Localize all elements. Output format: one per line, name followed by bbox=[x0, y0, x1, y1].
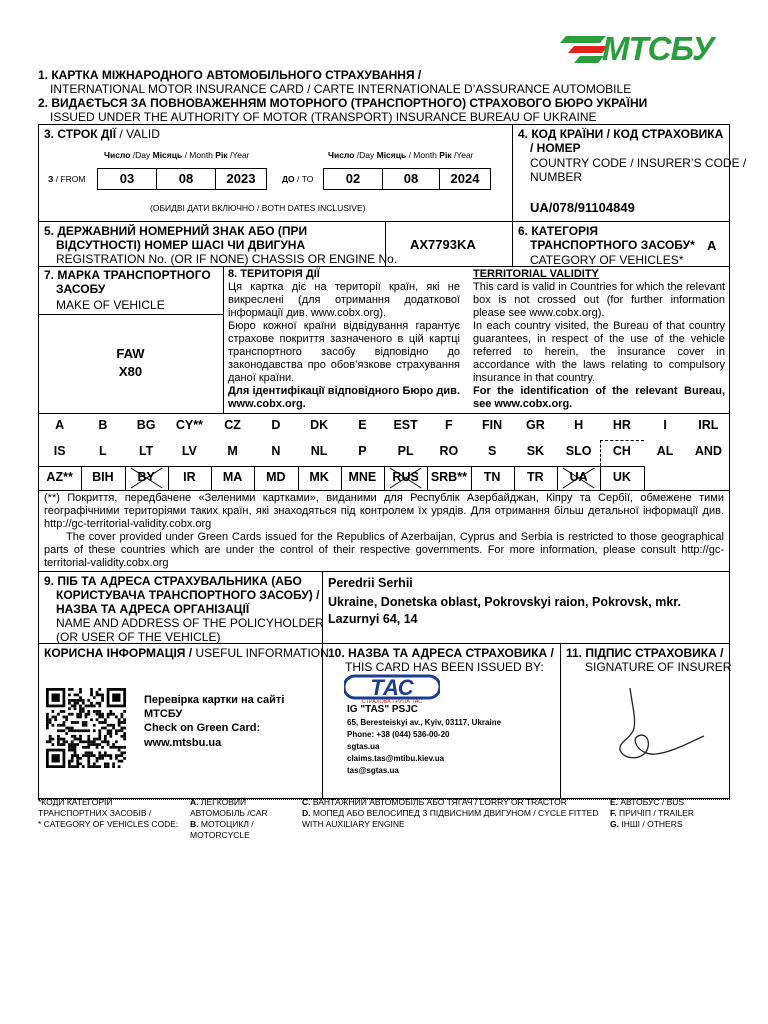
country-cell-mk: MK bbox=[309, 470, 329, 484]
category-sub: CATEGORY OF VEHICLES* bbox=[530, 253, 684, 267]
code-sub2: NUMBER bbox=[530, 170, 583, 184]
registration-title1: 5. ДЕРЖАВНИЙ НОМЕРНИЙ ЗНАК АБО (ПРИ bbox=[44, 224, 308, 238]
country-cell-e: E bbox=[358, 418, 367, 432]
header-line2b: ISSUED UNDER THE AUTHORITY OF MOTOR (TRANSPORT) INSURANCE BUREAU OF UKRAINE bbox=[50, 110, 597, 124]
legend-c1a: *КОДИ КАТЕГОРІЙ bbox=[38, 797, 113, 807]
policyholder-name: Peredrii Serhii bbox=[328, 576, 413, 590]
make-value2: X80 bbox=[118, 364, 143, 379]
make-value1: FAW bbox=[116, 346, 145, 361]
policyholder-sub1: NAME AND ADDRESS OF THE POLICYHOLDER bbox=[56, 616, 324, 630]
country-cell-nl: NL bbox=[310, 444, 328, 458]
country-cell-lv: LV bbox=[181, 444, 197, 458]
qr-code-graphic bbox=[46, 688, 126, 768]
useful-check2: МТСБУ bbox=[144, 708, 183, 720]
from-year: 2023 bbox=[215, 168, 267, 190]
country-cell-p: P bbox=[358, 444, 367, 458]
qr-code bbox=[46, 688, 126, 768]
category-title2: ТРАНСПОРТНОГО ЗАСОБУ* bbox=[530, 238, 695, 252]
tas-logo-sub: СТРАХОВА ГРУПА ТАС bbox=[361, 699, 423, 705]
mtsbu-logo-text: МТСБУ bbox=[602, 30, 714, 67]
country-cell-gr: GR bbox=[526, 418, 545, 432]
country-cell-b: B bbox=[98, 418, 108, 432]
insurer-email2: claims.tas@mtibu.kiev.ua bbox=[347, 754, 445, 763]
country-cell-tr: TR bbox=[527, 470, 544, 484]
legend-f: F. ПРИЧІП / TRAILER bbox=[610, 808, 694, 818]
country-cell-ma: MA bbox=[222, 470, 243, 484]
country-cell-d: D bbox=[271, 418, 281, 432]
code-sub1: COUNTRY CODE / INSURER’S CODE / bbox=[530, 156, 747, 170]
legend-d2: WITH AUXILIARY ENGINE bbox=[302, 819, 405, 829]
policyholder-sub2: (OR USER OF THE VEHICLE) bbox=[56, 630, 221, 644]
to-label: ДО / TO bbox=[282, 174, 314, 184]
country-cell-a: A bbox=[55, 418, 65, 432]
legend-b1: B. МОТОЦИКЛ / bbox=[190, 819, 254, 829]
country-cell-slo: SLO bbox=[565, 444, 592, 458]
from-day: 03 bbox=[97, 168, 157, 190]
insurer-email1: sgtas.ua bbox=[347, 742, 380, 751]
category-title1: 6. КАТЕГОРІЯ bbox=[518, 224, 599, 238]
tas-logo bbox=[344, 674, 440, 708]
insurer-addr: 65, Beresteiskyi av., Kyiv, 03117, Ukraine bbox=[347, 718, 502, 727]
country-cell-uk: UK bbox=[612, 470, 631, 484]
footnote-en: The cover provided under Green Cards issued for the Republics of Azerbaijan, Cyprus and Serbia is restricted to those geographical parts of these countries which are under the control of their respective governments. For more information, please consult http://gc-territorial-validity.cobx.org bbox=[44, 531, 724, 569]
svg-text:ТАС: ТАС bbox=[370, 675, 414, 700]
country-cell-n: N bbox=[271, 444, 281, 458]
code-title1: 4. КОД КРАЇНИ / КОД СТРАХОВИКА bbox=[518, 127, 724, 141]
to-month: 08 bbox=[382, 168, 440, 190]
country-cell-m: M bbox=[227, 444, 238, 458]
header-line1b: INTERNATIONAL MOTOR INSURANCE CARD / CARTE INTERNATIONALE D’ASSURANCE AUTOMOBILE bbox=[50, 82, 632, 96]
from-label: З / FROM bbox=[48, 174, 86, 184]
country-cross-rus bbox=[384, 466, 427, 490]
legend-g: G. ІНШІ / OTHERS bbox=[610, 819, 683, 829]
country-cell-srb: SRB** bbox=[430, 470, 467, 484]
country-cell-az: AZ** bbox=[46, 470, 73, 484]
country-cell-ua: UA bbox=[569, 470, 588, 484]
country-cell-tn: TN bbox=[483, 470, 501, 484]
insurer-email3: tas@sgtas.ua bbox=[347, 766, 399, 775]
country-cell-ro: RO bbox=[439, 444, 459, 458]
territory-en-p1: This card is valid in Countries for which the relevant box is not crossed out (for further information please see www.cobx.org). bbox=[473, 281, 725, 319]
legend-a2: АВТОМОБІЛЬ /CAR bbox=[190, 808, 268, 818]
country-cell-md: MD bbox=[266, 470, 286, 484]
policyholder-title3: НАЗВА ТА АДРЕСА ОРГАНІЗАЦІЇ bbox=[56, 602, 250, 616]
legend-e: E. АВТОБУС / BUS bbox=[610, 797, 685, 807]
territory-title: 8. ТЕРИТОРІЯ ДІЇ bbox=[228, 268, 320, 280]
country-cell-bg: BG bbox=[136, 418, 156, 432]
country-cell-al: AL bbox=[656, 444, 674, 458]
country-cell-h: H bbox=[574, 418, 584, 432]
legend-d1: D. МОПЕД АБО ВЕЛОСИПЕД З ПІДВИСНИМ ДВИГУНОМ / CYCLE FITTED bbox=[302, 808, 599, 818]
validity-to-header: Число /Day Місяць / Month Рік /Year bbox=[328, 150, 474, 160]
header-line2: 2. ВИДАЄТЬСЯ ЗА ПОВНОВАЖЕННЯМ МОТОРНОГО (ТРАНСПОРТНОГО) СТРАХОВОГО БЮРО УКРАЇНИ bbox=[38, 96, 648, 110]
country-cell-rus: RUS bbox=[392, 470, 419, 484]
country-cell-i: I bbox=[663, 418, 667, 432]
territory-en-p3: For the identification of the relevant Bureau, see www.cobx.org. bbox=[473, 385, 725, 410]
inclusive-note: (ОБИДВІ ДАТИ ВКЛЮЧНО / BOTH DATES INCLUSIVE) bbox=[150, 203, 366, 213]
country-cell-is: IS bbox=[53, 444, 66, 458]
useful-title: КОРИСНА ІНФОРМАЦІЯ / USEFUL INFORMATION bbox=[44, 646, 329, 660]
make-title1: 7. МАРКА ТРАНСПОРТНОГО bbox=[44, 268, 211, 282]
registration-title2: ВІДСУТНОСТІ) НОМЕР ШАСІ ЧИ ДВИГУНА bbox=[56, 238, 306, 252]
country-cell-ir: IR bbox=[183, 470, 196, 484]
policyholder-title1: 9. ПІБ ТА АДРЕСА СТРАХУВАЛЬНИКА (АБО bbox=[44, 574, 302, 588]
validity-title: 3. СТРОК ДІЇ / VALID bbox=[44, 127, 160, 141]
to-year: 2024 bbox=[439, 168, 491, 190]
territory-ua-p1: Ця картка діє на території країн, які не викреслені (для отримання додаткової інформації див. www.cobx.org). bbox=[228, 281, 460, 319]
legend-a1: A. ЛЕГКОВИЙ bbox=[190, 797, 247, 807]
code-title2: / НОМЕР bbox=[530, 141, 581, 155]
policyholder-address: Ukraine, Donetska oblast, Pokrovskyi raion, Pokrovsk, mkr. Lazurnyi 64, 14 bbox=[328, 595, 681, 626]
insurer-sub: THIS CARD HAS BEEN ISSUED BY: bbox=[345, 660, 544, 674]
country-cell-l: L bbox=[99, 444, 107, 458]
legend-c: C. ВАНТАЖНИЙ АВТОМОБІЛЬ АБО ТЯГАЧ / LORRY OR TRACTOR bbox=[302, 797, 567, 807]
code-value: UA/078/91104849 bbox=[530, 200, 635, 215]
to-day: 02 bbox=[323, 168, 383, 190]
country-cell-and: AND bbox=[694, 444, 722, 458]
country-cell-fin: FIN bbox=[482, 418, 503, 432]
mtsbu-logo bbox=[560, 30, 750, 70]
registration-value: AX7793KA bbox=[410, 237, 476, 252]
territory-ua-p2: Бюро кожної країни відвідування гарантує страхове покриття зазначеного в цій картці транспортного засобу відповідно до законодавства про обов’язкове страхування даної країни. bbox=[228, 320, 460, 384]
territory-en-title: TERRITORIAL VALIDITY bbox=[473, 268, 599, 280]
country-cell-ch: CH bbox=[612, 444, 631, 458]
signature-sub: SIGNATURE OF INSURER bbox=[585, 660, 732, 674]
header-line1: 1. КАРТКА МІЖНАРОДНОГО АВТОМОБІЛЬНОГО СТРАХУВАННЯ / bbox=[38, 68, 422, 82]
country-cross-ua bbox=[557, 466, 600, 490]
territory-ua-p3: Для ідентифікації відповідного Бюро див. www.cobx.org. bbox=[228, 385, 460, 410]
useful-check3: Check on Green Card: bbox=[144, 722, 261, 734]
country-cell-pl: PL bbox=[397, 444, 414, 458]
country-cell-by: BY bbox=[137, 470, 155, 484]
validity-from-header: Число /Day Місяць / Month Рік /Year bbox=[104, 150, 250, 160]
country-cross-by bbox=[125, 466, 168, 490]
insurer-phone: Phone: +38 (044) 536-00-20 bbox=[347, 730, 450, 739]
make-sub: MAKE OF VEHICLE bbox=[56, 298, 165, 312]
legend-b2: MOTORCYCLE bbox=[190, 830, 250, 840]
footnote-ua: (**) Покриття, передбачене «Зеленими картками», виданими для Республік Азербайджан, Кіпру та Сербії, обмежене тими географічними територіями таких країн, які знаходяться під контролем їх урядів. Для отримання більш детальної інформації див. http://gc-territorial-validity.cobx.org bbox=[44, 492, 724, 530]
useful-check4[interactable]: www.mtsbu.ua bbox=[144, 737, 222, 749]
policyholder-title2: КОРИСТУВАЧА ТРАНСПОРТНОГО ЗАСОБУ) / bbox=[56, 588, 320, 602]
legend-c1c: * CATEGORY OF VEHICLES CODE: bbox=[38, 819, 179, 829]
territory-en-p2: In each country visited, the Bureau of that country guarantees, in respect of the use of the vehicle referred to herein, the insurance cover in accordance with the laws relating to compulsory insurance in that country. bbox=[473, 320, 725, 384]
country-cell-dk: DK bbox=[310, 418, 329, 432]
country-cell-hr: HR bbox=[612, 418, 631, 432]
insurer-name: IG "TAS" PSJC bbox=[347, 704, 418, 715]
make-title2: ЗАСОБУ bbox=[56, 282, 106, 296]
signature-image bbox=[600, 684, 710, 768]
signature-title: 11. ПІДПИС СТРАХОВИКА / bbox=[566, 646, 724, 660]
country-cell-bih: BIH bbox=[92, 470, 114, 484]
country-cell-s: S bbox=[487, 444, 497, 458]
from-month: 08 bbox=[156, 168, 216, 190]
country-cell-f: F bbox=[445, 418, 453, 432]
legend-c1b: ТРАНСПОРТНИХ ЗАСОБІВ / bbox=[38, 808, 152, 818]
useful-check1: Перевірка картки на сайті bbox=[144, 694, 285, 706]
country-cell-sk: SK bbox=[526, 444, 545, 458]
country-cell-irl: IRL bbox=[698, 418, 719, 432]
country-cell-lt: LT bbox=[138, 444, 154, 458]
signature-stroke bbox=[600, 684, 710, 768]
registration-sub: REGISTRATION No. (OR IF NONE) CHASSIS OR ENGINE No. bbox=[56, 252, 398, 266]
country-cell-est: EST bbox=[393, 418, 418, 432]
country-cell-cy: CY** bbox=[175, 418, 203, 432]
insurer-title: 10. НАЗВА ТА АДРЕСА СТРАХОВИКА / bbox=[328, 646, 554, 660]
country-cell-cz: CZ bbox=[224, 418, 241, 432]
country-cell-mne: MNE bbox=[348, 470, 377, 484]
category-value: A bbox=[707, 238, 717, 253]
